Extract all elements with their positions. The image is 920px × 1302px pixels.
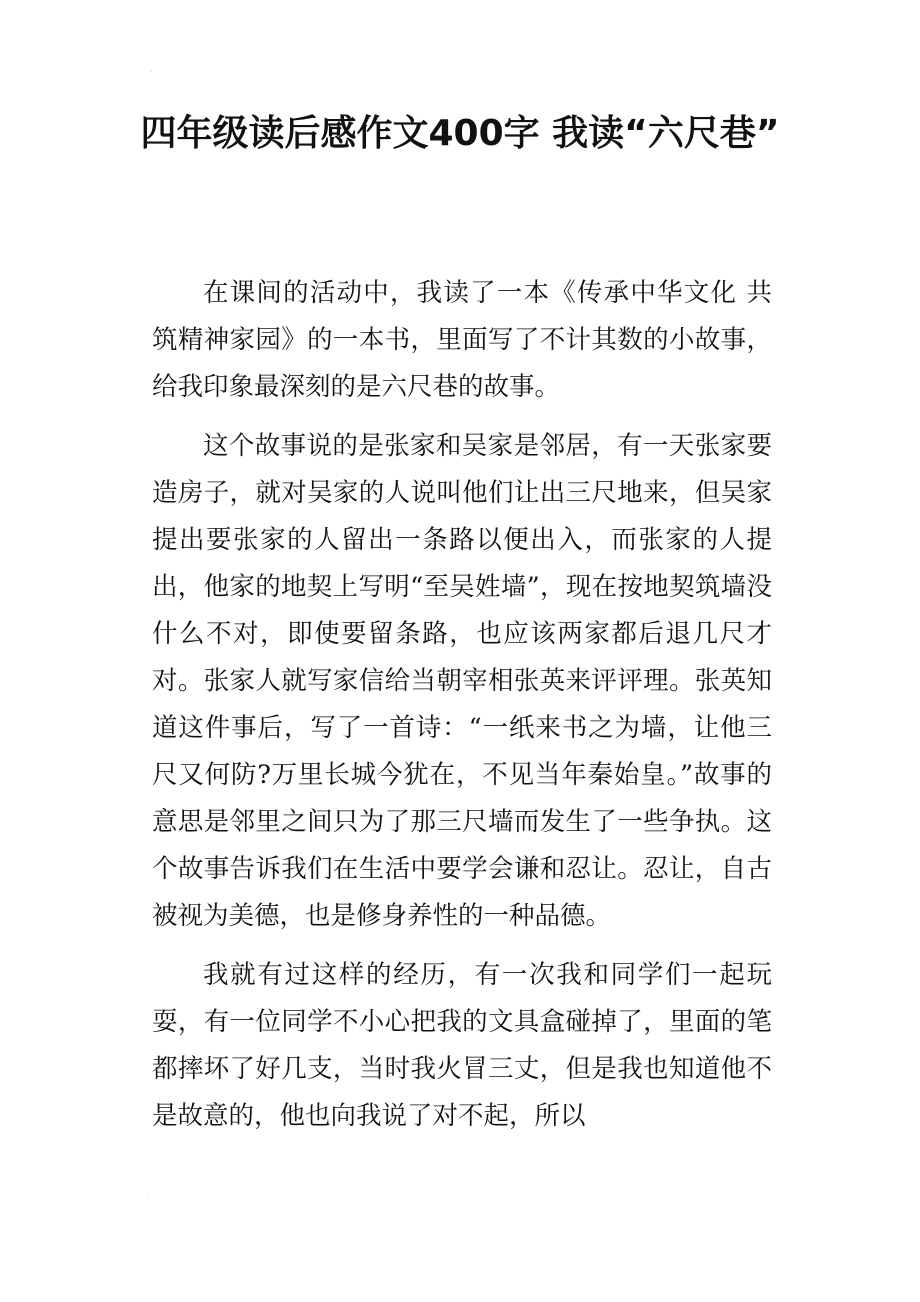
article-body — [152, 270, 772, 1152]
paragraph-3: 我就有过这样的经历，有一次我和同学们一起玩耍，有一位同学不小心把我的文具盒碰掉了，里面的笔都摔坏了好几支，当时我火冒三丈，但是我也知道他不是故意的，他也向我说了对不起，所以 — [152, 960, 772, 1131]
paragraph-2: 这个故事说的是张家和吴家是邻居，有一天张家要造房子，就对吴家的人说叫他们让出三尺地来，但吴家提出要张家的人留出一条路以便出入，而张家的人提出，他家的地契上写明“至吴姓墙”，现在按地契筑墙没什么不对，即使要留条路，也应该两家都后退几尺才对。张家人就写家信给当朝宰相张英来评评理。张英知道这件事后，写了一首诗：“一纸来书之为墙，让他三尺又何防?万里长城今犹在，不见当年秦始皇。”故事的意思是邻里之间只为了那三尺墙而发生了一些争执。这个故事告诉我们在生活中要学会谦和忍让。忍让，自古被视为美德，也是修身养性的一种品德。 — [152, 431, 772, 931]
corner-mark-bottom: · — [146, 1191, 149, 1200]
paragraph-1: 在课间的活动中，我读了一本《传承中华文化 共筑精神家园》的一本书，里面写了不计其数的小故事，给我印象最深刻的是六尺巷的故事。 — [152, 278, 772, 402]
corner-mark-top: · — [150, 67, 153, 76]
page-title: 四年级读后感作文400字 我读“六尺巷” — [140, 113, 780, 154]
